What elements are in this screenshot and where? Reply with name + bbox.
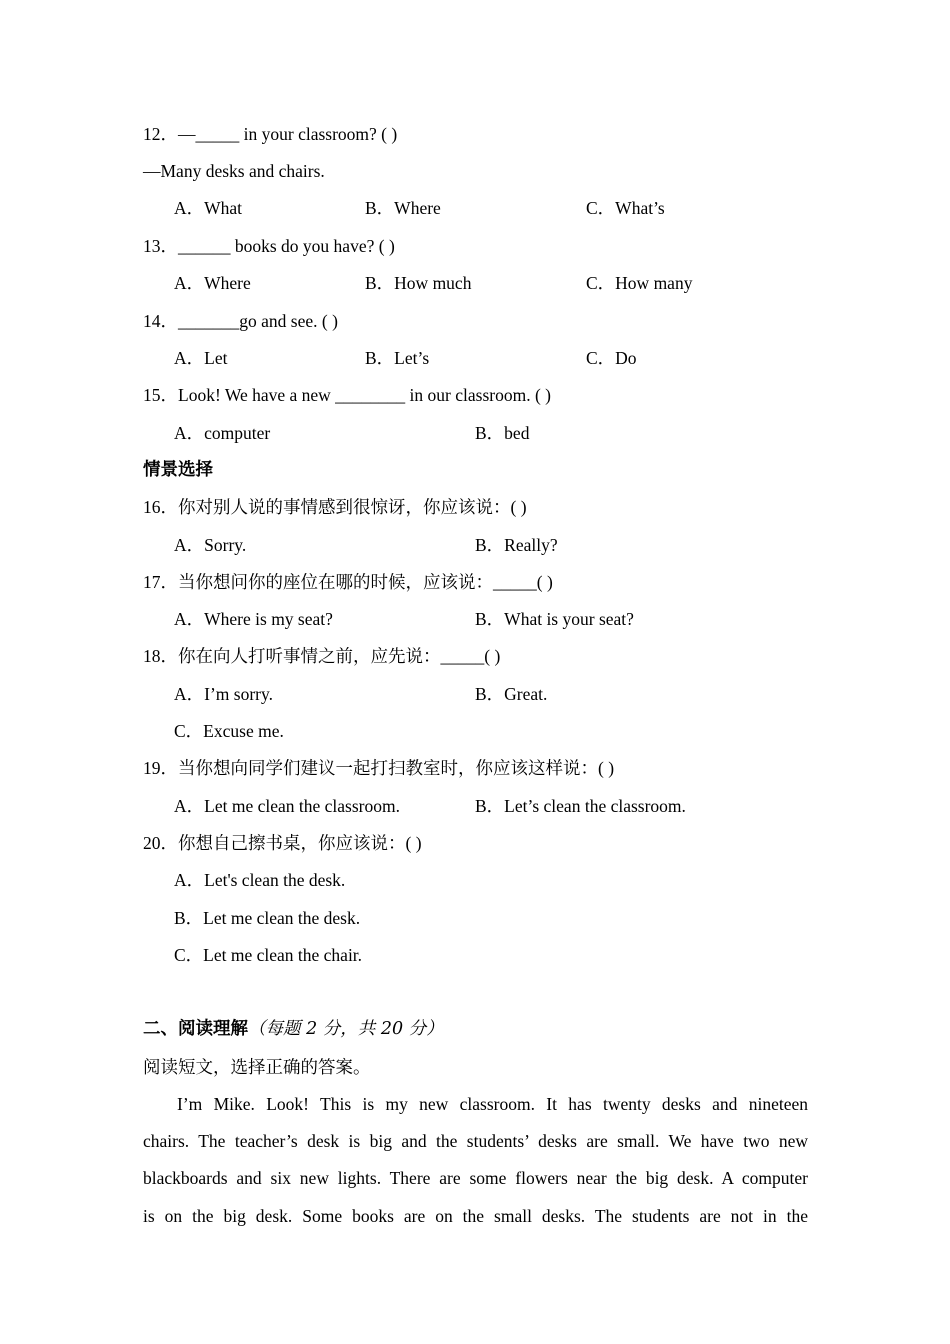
passage-line-4: is on the big desk. Some books are on the small desks. The students are not in the bbox=[143, 1206, 808, 1226]
q19-option-a: A．Let me clean the classroom. bbox=[174, 796, 400, 816]
q19-stem: 19．当你想向同学们建议一起打扫教室时，你应该这样说：( ) bbox=[143, 758, 615, 778]
q14-stem: 14．_______go and see. ( ) bbox=[143, 311, 338, 331]
passage-line-3: blackboards and six new lights. There are some flowers near the big desk. A computer bbox=[143, 1168, 808, 1188]
passage-line-2: chairs. The teacher’s desk is big and the students’ desks are small. We have two new bbox=[143, 1131, 808, 1151]
q15-option-a: A．computer bbox=[174, 423, 271, 443]
q19-option-b: B．Let’s clean the classroom. bbox=[475, 796, 686, 816]
q12-option-c: C．What’s bbox=[586, 198, 665, 218]
q12-answer-line: —Many desks and chairs. bbox=[143, 161, 325, 181]
q20-stem: 20．你想自己擦书桌，你应该说：( ) bbox=[143, 833, 422, 853]
q14-option-c: C．Do bbox=[586, 348, 637, 368]
q14-option-b: B．Let’s bbox=[365, 348, 430, 368]
q14-option-a: A．Let bbox=[174, 348, 228, 368]
q13-option-b: B．How much bbox=[365, 273, 472, 293]
q17-option-b: B．What is your seat? bbox=[475, 609, 634, 629]
q15-option-b: B．bed bbox=[475, 423, 530, 443]
q18-option-c: C．Excuse me. bbox=[174, 721, 284, 741]
q12-stem: 12．—_____ in your classroom? ( ) bbox=[143, 124, 398, 144]
q17-option-a: A．Where is my seat? bbox=[174, 609, 333, 629]
q13-option-a: A．Where bbox=[174, 273, 251, 293]
q18-stem: 18．你在向人打听事情之前，应先说：_____( ) bbox=[143, 646, 501, 666]
q18-option-b: B．Great. bbox=[475, 684, 548, 704]
q20-option-b: B．Let me clean the desk. bbox=[174, 908, 361, 928]
q17-stem: 17．当你想问你的座位在哪的时候，应该说：_____( ) bbox=[143, 572, 553, 592]
q16-stem: 16．你对别人说的事情感到很惊讶，你应该说：( ) bbox=[143, 497, 527, 517]
q13-stem: 13．______ books do you have? ( ) bbox=[143, 236, 395, 256]
section2-title: 二、阅读理解 bbox=[143, 1019, 248, 1039]
q16-option-b: B．Really? bbox=[475, 535, 558, 555]
q12-option-b: B．Where bbox=[365, 198, 441, 218]
q20-option-c: C．Let me clean the chair. bbox=[174, 945, 363, 965]
section-situation-heading: 情景选择 bbox=[143, 460, 213, 480]
q20-option-a: A．Let's clean the desk. bbox=[174, 870, 346, 890]
q15-stem: 15．Look! We have a new ________ in our classroom. ( ) bbox=[143, 385, 551, 405]
section2-heading bbox=[143, 1018, 444, 1040]
q12-option-a: A．What bbox=[174, 198, 243, 218]
q18-option-a: A．I’m sorry. bbox=[174, 684, 273, 704]
q16-option-a: A．Sorry. bbox=[174, 535, 247, 555]
section2-instruction: 阅读短文，选择正确的答案。 bbox=[143, 1057, 371, 1077]
section2-subtitle: （每题 2 分，共 20 分） bbox=[248, 1019, 444, 1039]
passage-line-1: I’m Mike. Look! This is my new classroom. It has twenty desks and nineteen bbox=[177, 1094, 808, 1114]
q13-option-c: C．How many bbox=[586, 273, 693, 293]
